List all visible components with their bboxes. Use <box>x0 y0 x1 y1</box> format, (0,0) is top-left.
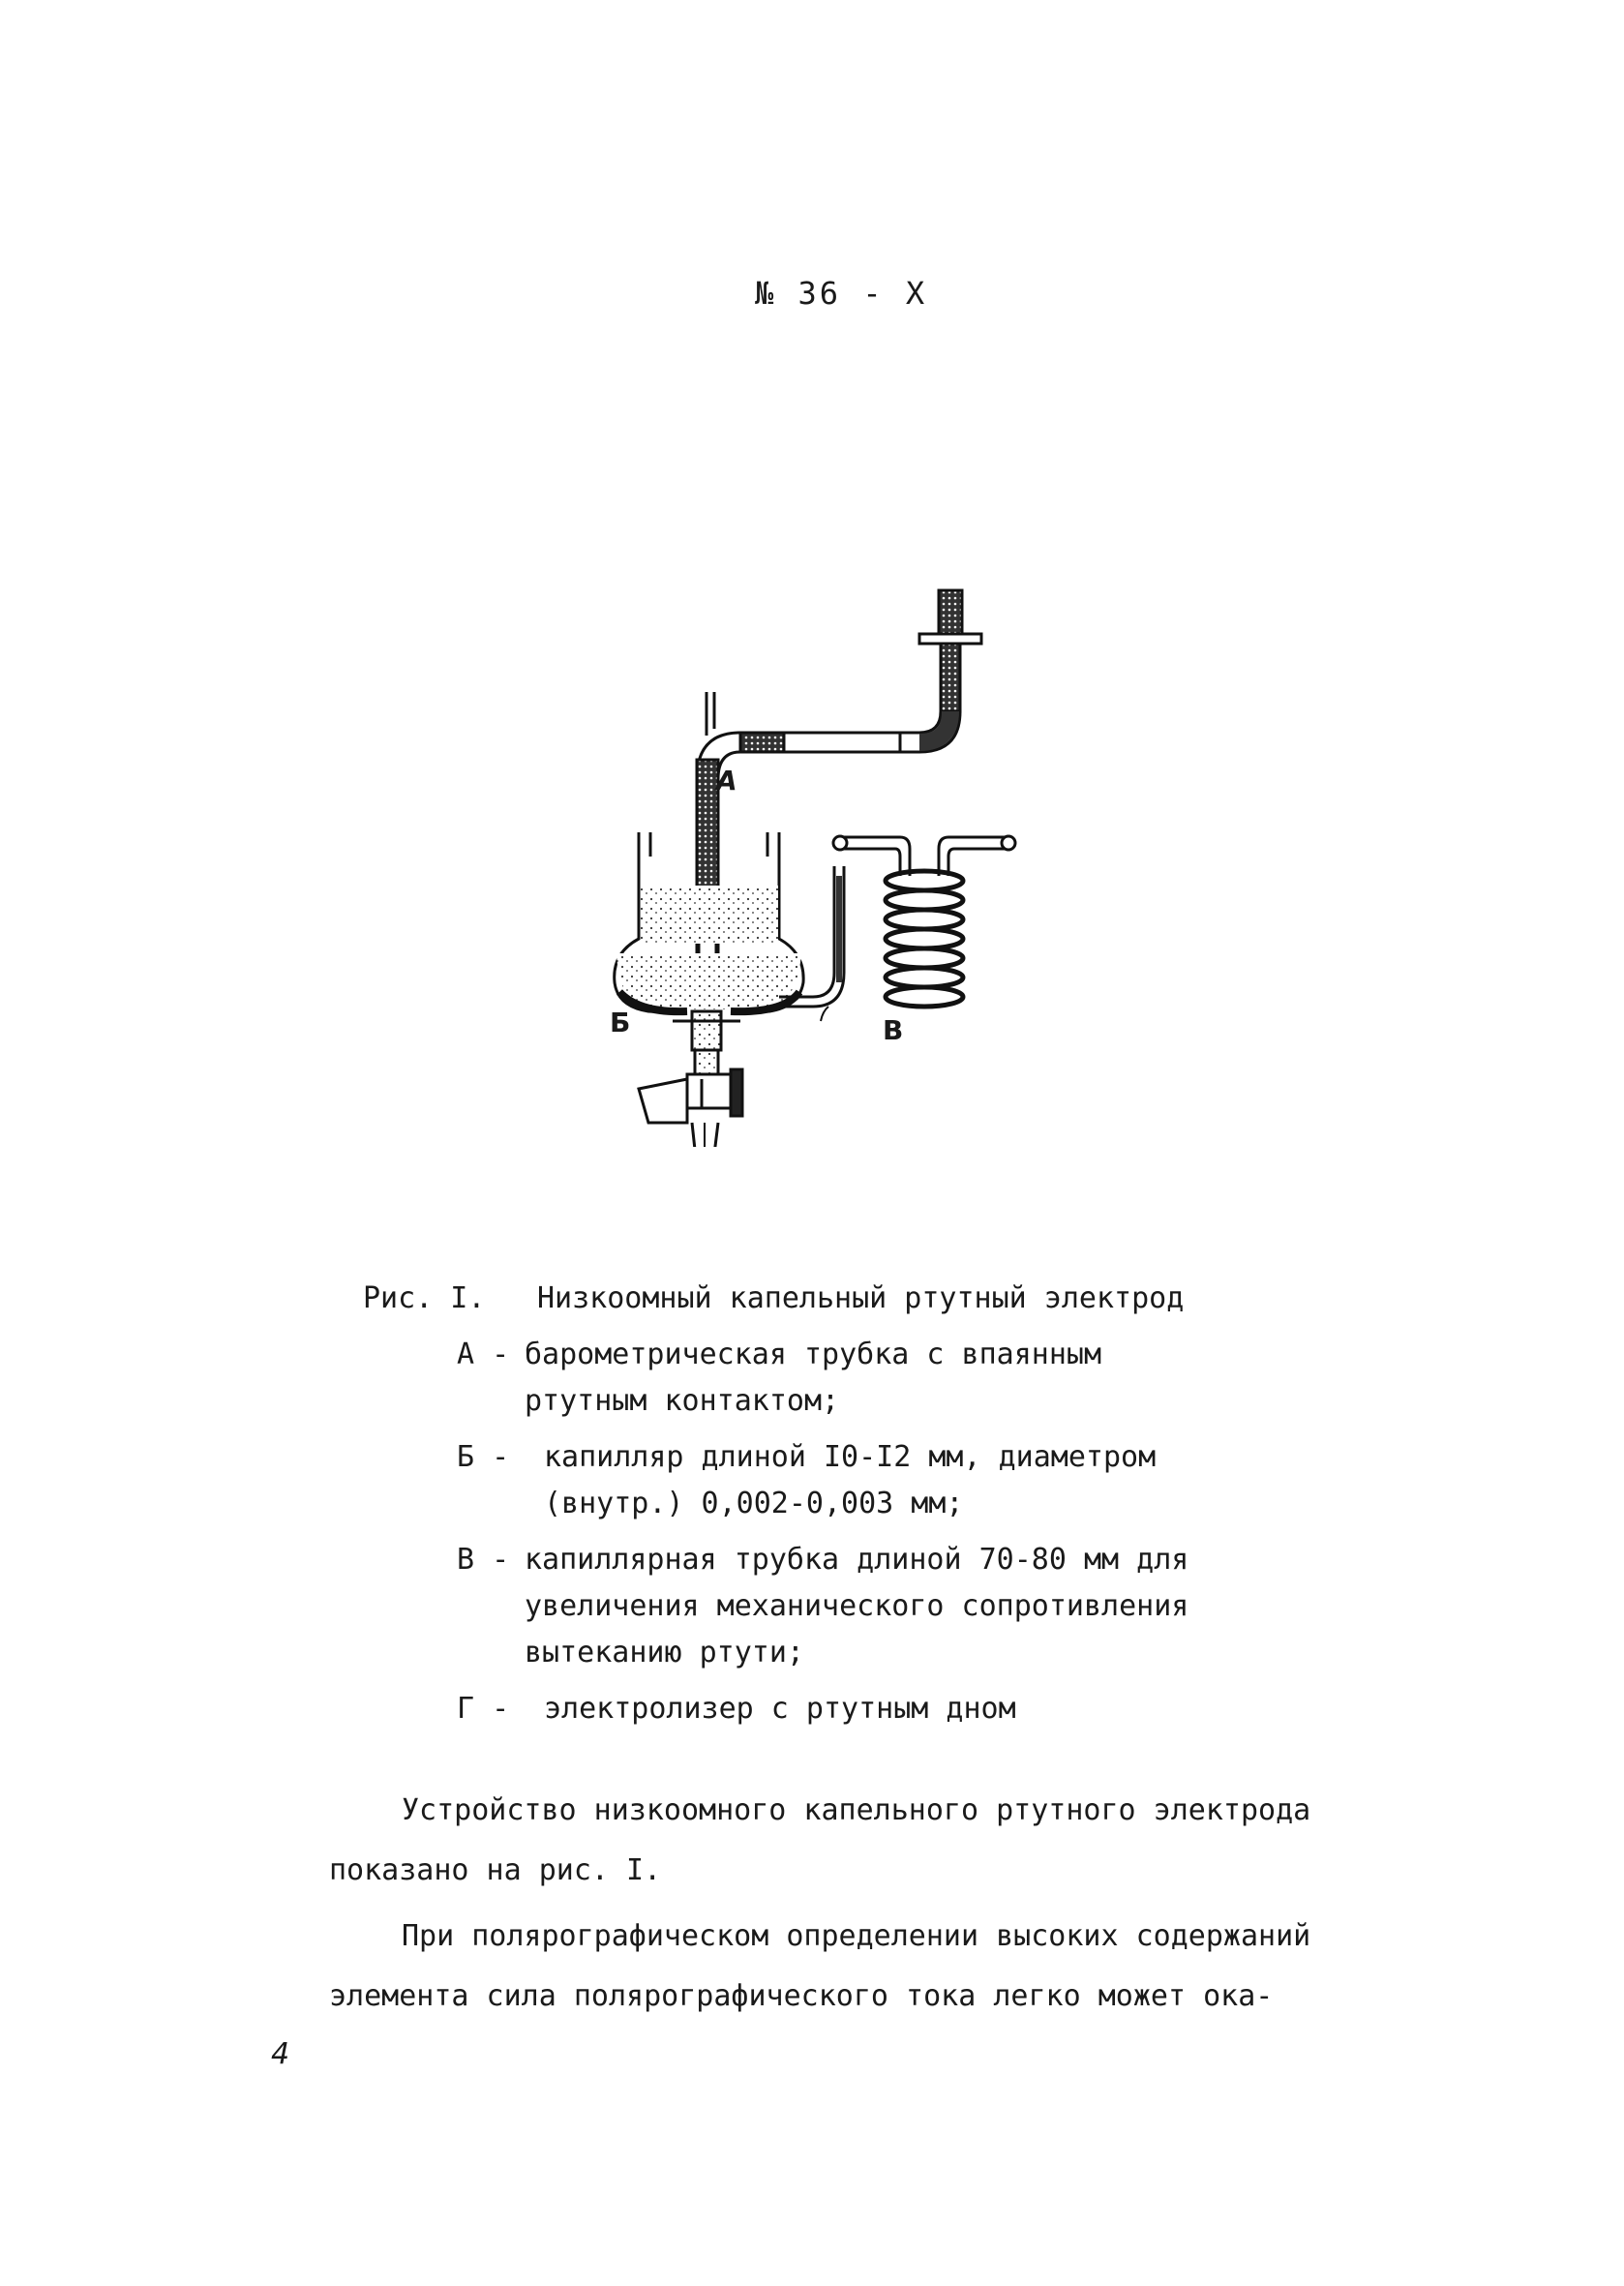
caption-item-key: А - <box>457 1338 510 1371</box>
figure-label-b: Б <box>610 1007 631 1038</box>
figure-caption <box>363 1276 1428 1732</box>
caption-item <box>457 1332 1428 1425</box>
caption-item-text: барометрическая трубка с впаянным ртутным контактом; <box>525 1338 1102 1418</box>
caption-item-text: капиллярная трубка длиной 70-80 мм для увеличения механического сопротивления вытеканию ртути; <box>525 1543 1189 1669</box>
caption-item-key: Б - <box>457 1440 510 1474</box>
caption-prefix: Рис. I. <box>363 1281 486 1315</box>
caption-item-text: электролизер с ртутным дном <box>544 1692 1016 1726</box>
caption-item <box>457 1537 1428 1676</box>
dropping-mercury-electrode-diagram <box>581 566 1045 1147</box>
electrode-figure <box>581 566 1045 1147</box>
caption-item-key: В - <box>457 1543 510 1577</box>
caption-title: Низкоомный капельный ртутный электрод <box>537 1281 1185 1315</box>
figure-label-a: А <box>716 765 737 797</box>
caption-item-key: Г - <box>457 1692 510 1726</box>
document-number: № 36 - X <box>755 275 928 312</box>
caption-item-text: капилляр длиной I0-I2 мм, диаметром (внутр.) 0,002-0,003 мм; <box>544 1440 1157 1520</box>
body-paragraph-2: При полярографическом определении высоких содержаний элемента сила полярографического тока легко может ока- <box>329 1919 1311 2013</box>
caption-item <box>457 1686 1428 1732</box>
figure-label-v: В <box>883 1014 904 1046</box>
caption-item <box>457 1434 1428 1527</box>
caption-title-row <box>363 1276 1428 1322</box>
page-number: 4 <box>271 2037 290 2071</box>
body-paragraph-1: Устройство низкоомного капельного ртутного электрода показано на рис. I. <box>329 1793 1311 1887</box>
